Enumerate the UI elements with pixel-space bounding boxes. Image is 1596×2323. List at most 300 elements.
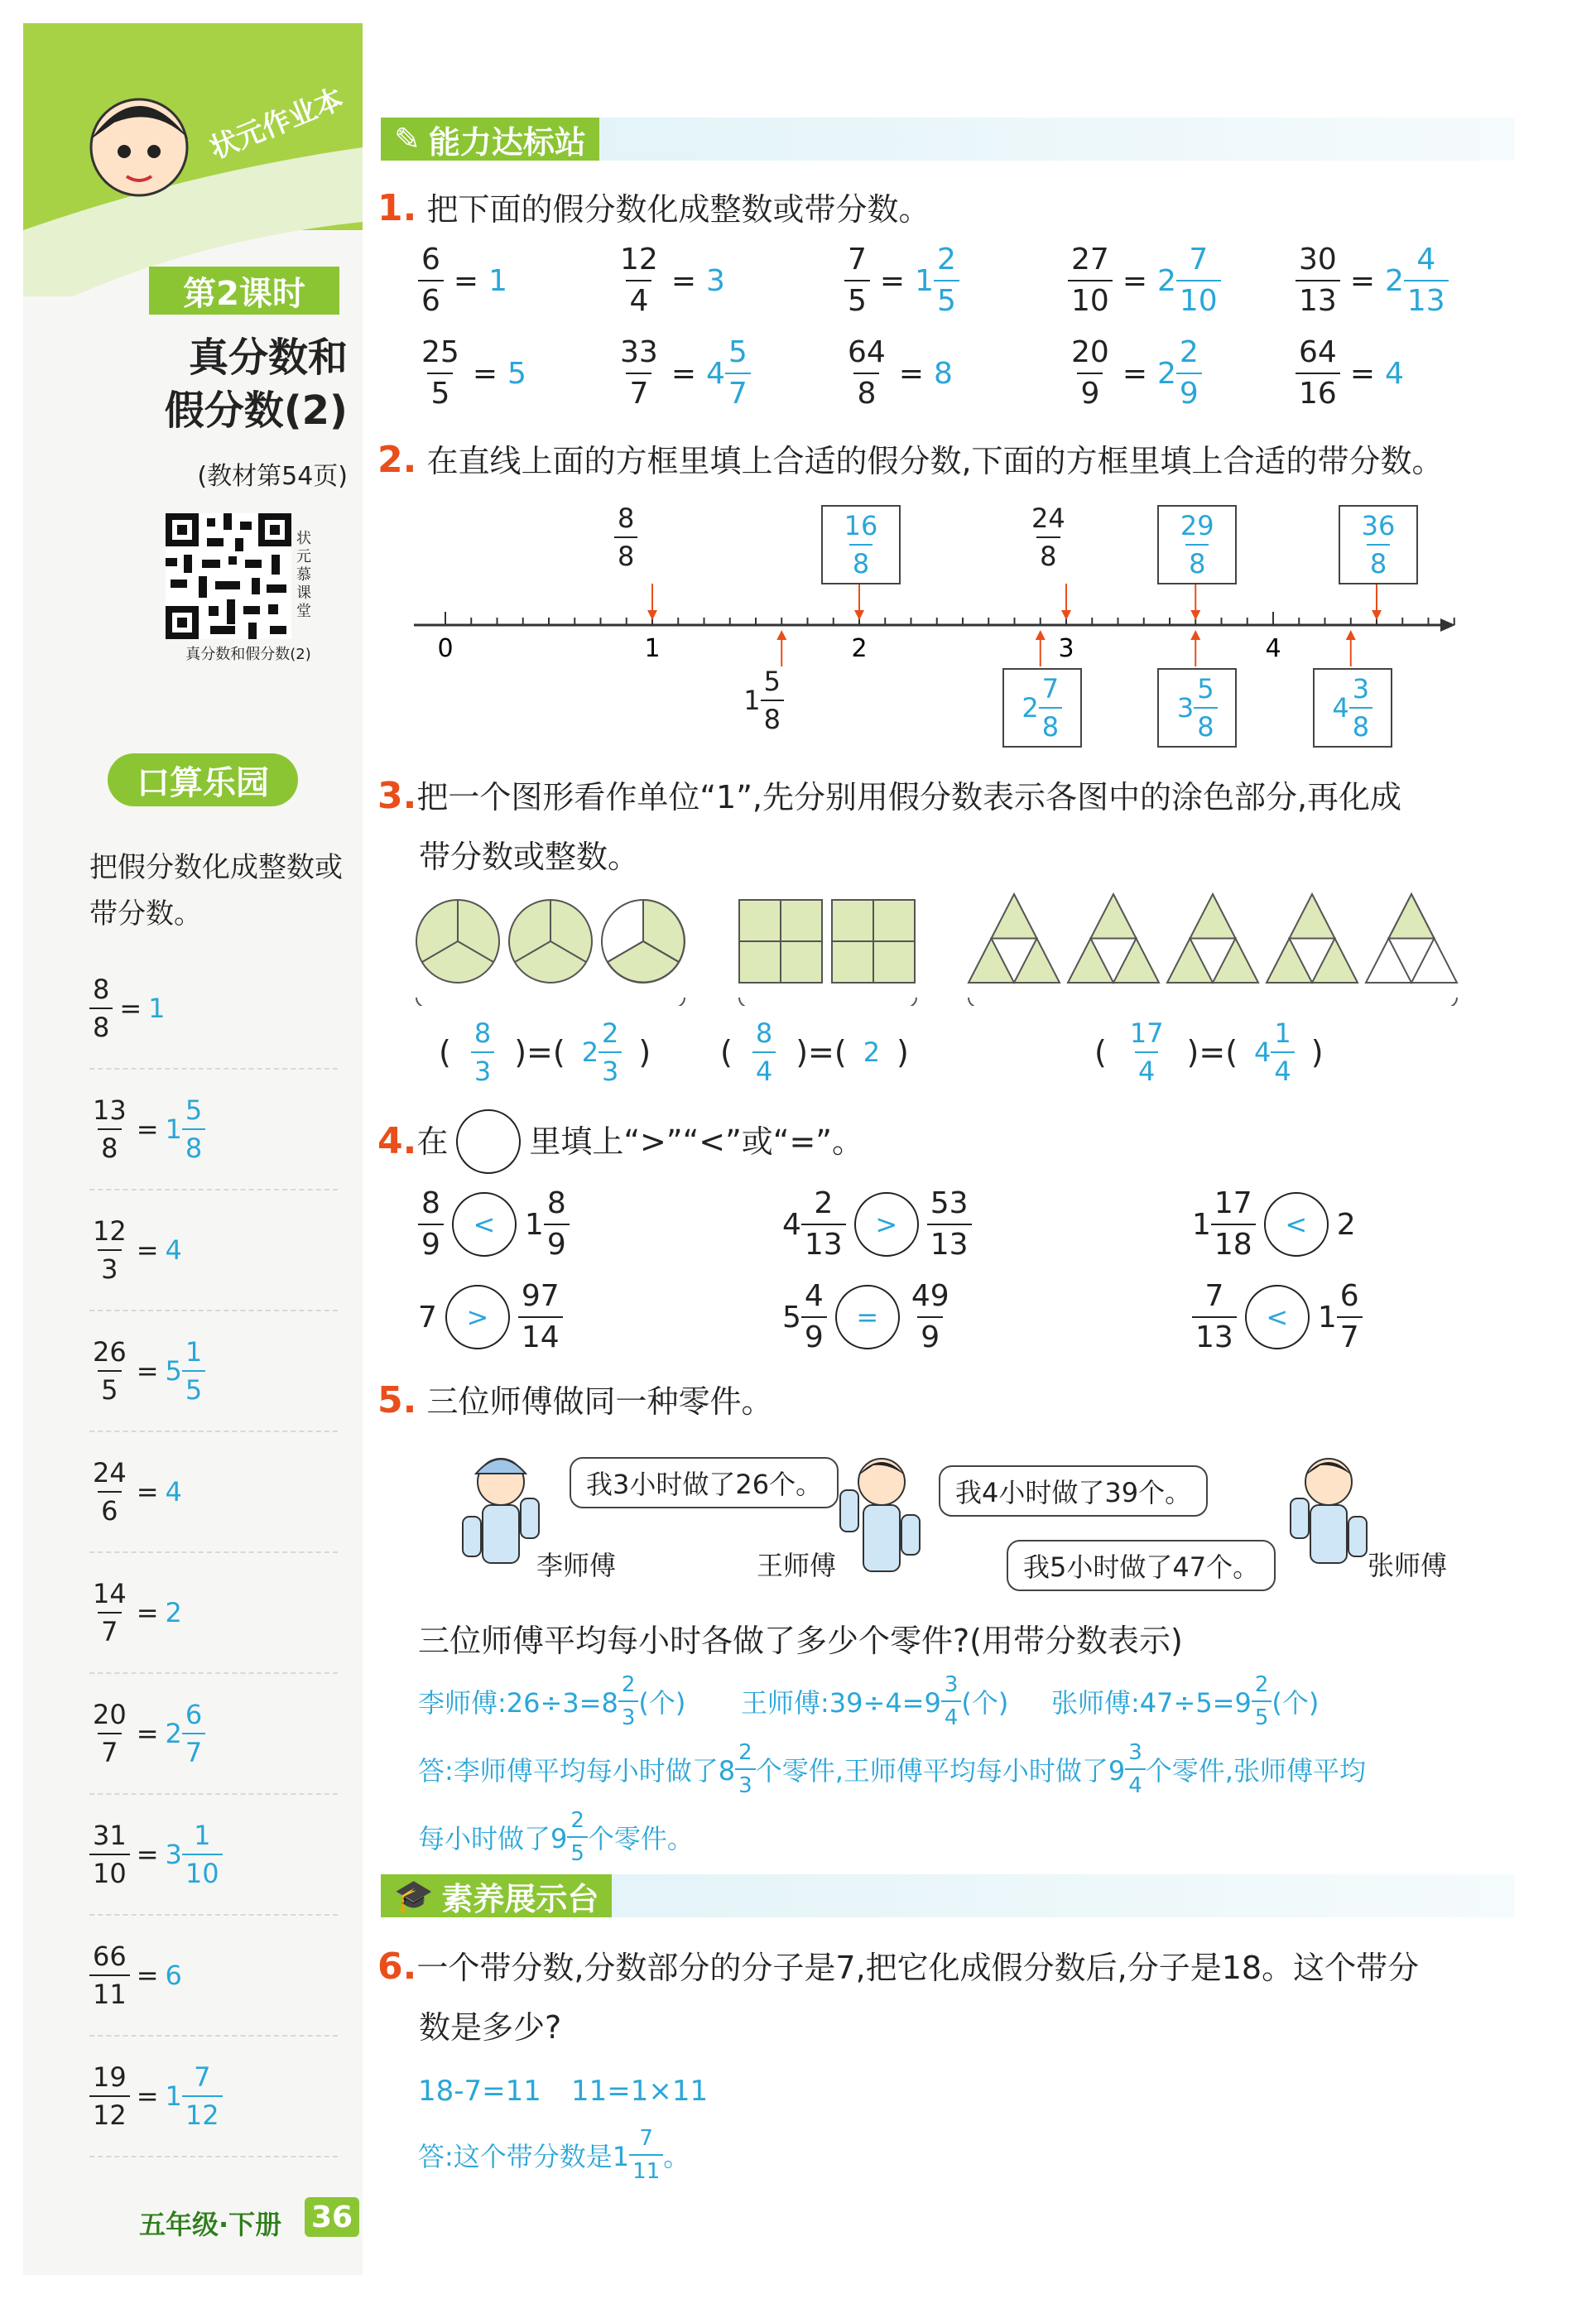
answer-fraction (735, 1742, 756, 1796)
numerator: 3 (1352, 673, 1370, 705)
comparison (418, 1186, 570, 1262)
question-text: 在 (416, 1123, 449, 1160)
whole-part: 4 (165, 1476, 182, 1508)
sidebar-item (89, 1432, 338, 1553)
pointer-arrow-icon (1190, 584, 1200, 620)
denominator: 13 (1404, 280, 1449, 316)
denominator: 13 (1296, 280, 1340, 316)
denominator: 3 (98, 1249, 121, 1282)
left-value (782, 1186, 846, 1262)
numerator: 7 (194, 2061, 211, 2093)
brand-text: 状元作业本 (205, 83, 349, 166)
denominator: 8 (89, 1008, 113, 1041)
name-zhang: 张师傅 (1368, 1550, 1448, 1581)
pointer-arrow-icon (1036, 630, 1046, 666)
improper-fraction (89, 1822, 130, 1887)
answer-box (1339, 505, 1418, 584)
whole-part: 1 (488, 263, 507, 298)
denominator: 8 (1185, 544, 1209, 577)
q6-work-1: 18-7=11 (418, 2075, 541, 2108)
answer (165, 2061, 223, 2131)
hand-text: 个零件,王师傅平均每小时做了9 (755, 1755, 1126, 1787)
whole-part: 1 (1317, 1300, 1337, 1335)
answer (1157, 245, 1221, 316)
q3-answer (720, 1017, 909, 1087)
numerator: 6 (185, 1699, 203, 1730)
whole-part: 4 (1254, 1036, 1272, 1068)
denominator: 8 (1349, 707, 1372, 740)
equals-sign: = (136, 1597, 159, 1628)
qr-side-text: 状元慕课堂 (296, 530, 311, 620)
denominator: 12 (89, 2095, 130, 2128)
denominator: 10 (89, 1854, 130, 1887)
page-number: 36 (305, 2197, 359, 2237)
fraction (761, 668, 784, 733)
integer-answer: 2 (863, 1036, 881, 1068)
denominator: 6 (98, 1491, 121, 1524)
section-title-2: 素养展示台 (441, 1880, 599, 1917)
denominator: 5 (98, 1370, 121, 1403)
numerator: 14 (93, 1578, 127, 1609)
fraction (1176, 245, 1221, 316)
circle-figures (416, 900, 685, 983)
numerator: 8 (421, 1186, 440, 1220)
improper-fraction (89, 2061, 130, 2131)
whole-part: 1 (165, 2080, 182, 2112)
denominator: 8 (1194, 707, 1217, 740)
answer-box (821, 505, 901, 584)
numerator: 30 (1299, 243, 1337, 277)
improper-fraction (89, 1580, 130, 1645)
denominator: 4 (752, 1051, 776, 1085)
mixed-answer (581, 1017, 623, 1087)
answer (166, 1822, 223, 1887)
equals-sign: = (136, 1476, 159, 1508)
numerator: 7 (1189, 243, 1209, 277)
speech-bubble-wang: 我4小时做了39个。 (939, 1465, 1208, 1517)
answer-line-2 (418, 1810, 694, 1864)
denominator: 9 (801, 1316, 827, 1353)
tick-label: 3 (1058, 634, 1074, 663)
equals-sign: = (136, 1718, 159, 1749)
whole-part: 3 (165, 1839, 182, 1870)
numerator: 7 (1041, 673, 1060, 705)
left-value (418, 1301, 437, 1335)
equals-sign: = (1349, 356, 1375, 391)
hand-text: 每小时做了9 (418, 1823, 568, 1854)
numerator: 3 (944, 1672, 959, 1697)
q1-item (617, 245, 725, 316)
equals-sign: = (136, 1234, 159, 1266)
improper-fraction (89, 1336, 130, 1406)
number-line (406, 497, 1465, 753)
comparison-circle: < (1264, 1192, 1329, 1257)
numerator: 8 (618, 503, 635, 534)
numerator: 5 (185, 1094, 203, 1126)
q1-item (617, 335, 751, 411)
denominator: 8 (849, 544, 873, 577)
hand-text: (个) (638, 1687, 686, 1719)
hand-text: 个零件。 (587, 1823, 694, 1854)
question-number: 4. (377, 1120, 417, 1162)
question-text: 把一个图形看作单位“1”,先分别用假分数表示各图中的涂色部分,再化成 (416, 779, 1402, 815)
q1-item (844, 335, 953, 411)
improper-fraction (89, 1215, 130, 1285)
q3-answer (1094, 1017, 1324, 1087)
numerator: 7 (1204, 1279, 1224, 1313)
numerator: 20 (93, 1699, 127, 1730)
whole-part: 2 (165, 1718, 182, 1749)
numerator: 2 (570, 1808, 584, 1833)
question-number: 6. (377, 1945, 417, 1988)
denominator: 10 (1068, 280, 1113, 316)
q1-item (844, 245, 959, 316)
hand-text: 答:李师傅平均每小时做了8 (418, 1755, 736, 1787)
numerator: 8 (755, 1017, 773, 1049)
sidebar-item (89, 2037, 338, 2157)
numerator: 12 (93, 1215, 127, 1247)
equals-sign: = (879, 263, 906, 298)
hand-text: (个) (961, 1687, 1009, 1719)
whole-part: 2 (581, 1036, 599, 1068)
fraction (1176, 335, 1202, 411)
denominator: 11 (89, 1974, 130, 2008)
name-wang: 王师傅 (757, 1550, 837, 1581)
numerator: 53 (930, 1186, 969, 1220)
whole-part: 3 (1176, 692, 1195, 724)
numerator: 1 (1274, 1017, 1291, 1049)
numerator: 1 (194, 1820, 211, 1851)
improper-fraction-answer (471, 1017, 494, 1087)
denominator: 13 (1192, 1316, 1237, 1353)
q6-work-2: 11=1×11 (571, 2075, 709, 2108)
top-fraction (1177, 510, 1218, 580)
hand-text: (个) (1272, 1687, 1320, 1719)
fraction (934, 245, 959, 316)
whole-part: 2 (1336, 1207, 1356, 1242)
answer (166, 1960, 182, 1991)
sidebar-header-art (23, 23, 363, 296)
denominator: 8 (853, 373, 879, 409)
whole-part: 1 (1192, 1207, 1211, 1242)
denominator: 4 (1271, 1051, 1294, 1085)
qr-label: 真分数和假分数(2) (185, 646, 311, 663)
denominator: 7 (98, 1733, 121, 1766)
answer (166, 1234, 182, 1266)
worker-zhang-icon (1291, 1459, 1367, 1563)
footer-grade: 五年级·下册 (139, 2209, 282, 2240)
whole-part: 4 (1332, 692, 1349, 724)
paren-close: ) (638, 1034, 651, 1070)
textbook-ref: (教材第54页) (197, 462, 348, 491)
equals-sign: = (136, 1113, 159, 1145)
sidebar-item (89, 1795, 338, 1916)
equals-sign: = (136, 2080, 159, 2112)
denominator: 9 (1077, 373, 1103, 409)
numerator: 19 (93, 2061, 127, 2093)
hand-text: 王师傅:39÷4=9 (741, 1687, 941, 1719)
equals-sign: = (671, 356, 696, 391)
sidebar-item (89, 1553, 338, 1674)
top-fraction (1358, 510, 1399, 580)
pointer-arrow-icon (1346, 630, 1356, 666)
improper-fraction (1068, 335, 1113, 411)
denominator: 8 (98, 1128, 121, 1162)
numerator: 29 (1180, 510, 1214, 541)
pointer-arrow-icon (1190, 630, 1200, 666)
comparison-circle: < (452, 1192, 517, 1257)
bottom-mixed-number (743, 668, 784, 733)
equals-sign: = (136, 1839, 159, 1870)
numerator: 8 (474, 1017, 492, 1049)
answer (915, 245, 959, 316)
top-fraction (614, 505, 637, 570)
denominator: 9 (418, 1224, 444, 1260)
triangle-figures (969, 894, 1457, 983)
whole-part: 7 (418, 1300, 437, 1335)
answer-fraction (618, 1674, 639, 1729)
hand-text: 答:这个带分数是1 (418, 2141, 630, 2172)
right-value (1337, 1208, 1356, 1242)
answer (165, 1336, 206, 1406)
whole-part: 1 (915, 263, 934, 298)
numerator: 4 (1416, 243, 1436, 277)
question-text: 一个带分数,分数部分的分子是7,把它化成假分数后,分子是18。这个带分 (416, 1950, 1420, 1986)
denominator: 7 (1337, 1316, 1363, 1353)
whole-part: 5 (507, 356, 526, 391)
speech-bubble-li: 我3小时做了26个。 (570, 1457, 839, 1508)
fraction (418, 1186, 444, 1262)
fraction (801, 1279, 827, 1354)
lesson-title (116, 331, 348, 437)
answer (507, 357, 526, 391)
whole-part: 5 (165, 1355, 182, 1387)
denominator: 3 (735, 1768, 756, 1796)
tick-label: 4 (1265, 634, 1281, 663)
sidebar-item (89, 1916, 338, 2037)
q3-figures (410, 890, 1511, 1006)
numerator: 1 (185, 1336, 203, 1368)
numerator: 66 (93, 1941, 127, 1972)
left-value (782, 1279, 827, 1354)
whole-part: 1 (148, 993, 166, 1024)
whole-part: 2 (1384, 263, 1404, 298)
numerator: 17 (1214, 1186, 1252, 1220)
denominator: 7 (182, 1733, 205, 1766)
paren-equals: )=( (796, 1034, 847, 1070)
fraction (1211, 1186, 1256, 1262)
denominator: 5 (567, 1836, 588, 1864)
fraction (182, 1701, 205, 1766)
denominator: 8 (1039, 707, 1062, 740)
numerator: 2 (1254, 1672, 1269, 1697)
q1-item (1296, 245, 1449, 316)
left-value (1192, 1279, 1237, 1354)
mixed-answer (1254, 1017, 1295, 1087)
numerator: 16 (844, 510, 878, 541)
fraction (1194, 673, 1217, 743)
numerator: 24 (93, 1457, 127, 1489)
comparison (782, 1279, 953, 1354)
whole-part: 3 (705, 263, 725, 298)
left-value (1192, 1186, 1256, 1262)
section-title-1: 能力达标站 (428, 123, 586, 161)
qr-code-icon[interactable] (166, 513, 291, 639)
numerator: 7 (639, 2126, 653, 2151)
worker-li-icon (463, 1459, 539, 1563)
q1-item (1068, 245, 1221, 316)
question-number: 5. (377, 1379, 417, 1421)
top-fraction (841, 510, 882, 580)
answer-box (1002, 668, 1082, 748)
denominator: 5 (182, 1370, 205, 1403)
improper-fraction (89, 1701, 130, 1766)
answer (166, 1597, 182, 1628)
question-5 (377, 1371, 772, 1431)
fraction (518, 1279, 563, 1354)
section-label-1 (381, 118, 599, 161)
denominator: 4 (626, 280, 651, 316)
answer-line-1 (418, 1742, 1366, 1796)
fraction (927, 1186, 972, 1262)
tick-label: 2 (851, 634, 868, 663)
question-number: 3. (377, 775, 417, 817)
hand-text: 李师傅:26÷3=8 (418, 1687, 618, 1719)
improper-fraction (418, 245, 444, 316)
sidebar-item (89, 1674, 338, 1795)
denominator: 5 (1252, 1700, 1272, 1729)
sidebar-intro: 把假分数化成整数或带分数。 (89, 851, 343, 931)
whole-part: 2 (1156, 263, 1176, 298)
whole-part: 1 (165, 1113, 182, 1145)
improper-fraction (418, 335, 463, 411)
calc-wang (741, 1674, 1008, 1729)
fraction (182, 1822, 223, 1887)
numerator: 26 (93, 1336, 127, 1368)
sidebar-item (89, 1070, 338, 1190)
improper-fraction (89, 1943, 130, 2008)
whole-part: 2 (1022, 692, 1039, 724)
pointer-arrow-icon (776, 630, 786, 666)
numerator: 25 (421, 335, 459, 369)
denominator: 3 (471, 1051, 494, 1085)
improper-fraction (844, 335, 889, 411)
fraction (801, 1186, 846, 1262)
paren-open: ( (720, 1034, 733, 1070)
numerator: 3 (1128, 1740, 1142, 1765)
denominator: 3 (618, 1700, 639, 1729)
improper-fraction (89, 1094, 130, 1164)
paren-equals: )=( (514, 1034, 565, 1070)
sidebar-item (89, 1190, 338, 1311)
equals-sign: = (136, 1355, 159, 1387)
question-number: 1. (377, 187, 417, 229)
whole-part: 5 (782, 1300, 801, 1335)
bottom-label (743, 668, 784, 733)
whole-part: 1 (743, 685, 761, 716)
pointer-arrow-icon (647, 584, 657, 620)
pointer-arrow-icon (1372, 584, 1382, 620)
answer-box (1313, 668, 1392, 748)
denominator: 9 (544, 1224, 570, 1260)
denominator: 13 (801, 1224, 846, 1260)
answer (1156, 335, 1202, 411)
right-value (518, 1279, 563, 1354)
question-3 (377, 767, 1520, 887)
speech-bubble-zhang: 我5小时做了47个。 (1007, 1540, 1276, 1591)
denominator: 8 (614, 536, 637, 570)
answer (166, 1476, 182, 1508)
bottom-mixed-number (1022, 673, 1062, 743)
answer (165, 1094, 206, 1164)
lesson-title-line1: 真分数和 (188, 334, 348, 381)
numerator: 2 (936, 243, 956, 277)
section-label-2 (381, 1874, 612, 1917)
comparison-circle: < (1245, 1285, 1310, 1349)
top-fraction (1028, 505, 1069, 570)
answer (148, 993, 165, 1024)
comparison-circle: = (835, 1285, 900, 1349)
improper-fraction (1068, 245, 1113, 316)
denominator: 7 (725, 373, 751, 409)
denominator: 9 (1176, 373, 1202, 409)
numerator: 97 (521, 1279, 560, 1313)
numerator: 4 (804, 1279, 824, 1313)
fraction (1271, 1017, 1294, 1087)
pointer-arrow-icon (854, 584, 864, 620)
denominator: 8 (1036, 536, 1060, 570)
question-4 (377, 1109, 863, 1174)
fraction (1192, 1279, 1237, 1354)
answer-box (1157, 505, 1237, 584)
pointer-arrow-icon (1061, 584, 1071, 620)
denominator: 13 (927, 1224, 972, 1260)
graduation-cap-icon: 🎓 (394, 1877, 434, 1914)
denominator: 4 (1125, 1768, 1146, 1796)
equals-sign: = (1122, 263, 1147, 298)
denominator: 10 (182, 1854, 223, 1887)
fraction (725, 335, 751, 411)
tick-label: 1 (644, 634, 661, 663)
comparison (1192, 1279, 1363, 1354)
equals-sign: = (671, 263, 696, 298)
q6-answer-line (418, 2128, 690, 2182)
q1-item (1068, 335, 1202, 411)
right-value (524, 1186, 570, 1262)
numerator: 2 (738, 1740, 752, 1765)
paren-close: ) (1310, 1034, 1324, 1070)
right-value (908, 1279, 953, 1354)
comparison-circle: > (854, 1192, 919, 1257)
denominator: 5 (427, 373, 453, 409)
numerator: 27 (1071, 243, 1109, 277)
denominator: 5 (934, 280, 959, 316)
calc-li (418, 1674, 685, 1729)
name-li: 李师傅 (536, 1550, 617, 1581)
fraction (182, 1094, 205, 1164)
denominator: 9 (917, 1316, 943, 1353)
numerator: 20 (1071, 335, 1109, 369)
blank-circle-icon (456, 1109, 521, 1174)
whole-part: 4 (1384, 356, 1404, 391)
fraction (182, 1336, 205, 1406)
whole-part: 4 (705, 356, 725, 391)
hand-text: 张师傅:47÷5=9 (1051, 1687, 1252, 1719)
question-text: 在直线上面的方框里填上合适的假分数,下面的方框里填上合适的带分数。 (426, 443, 1444, 479)
numerator: 5 (763, 666, 781, 697)
question-text-post: 里填上“>”“<”或“=”。 (529, 1123, 863, 1160)
q1-item (418, 245, 507, 316)
